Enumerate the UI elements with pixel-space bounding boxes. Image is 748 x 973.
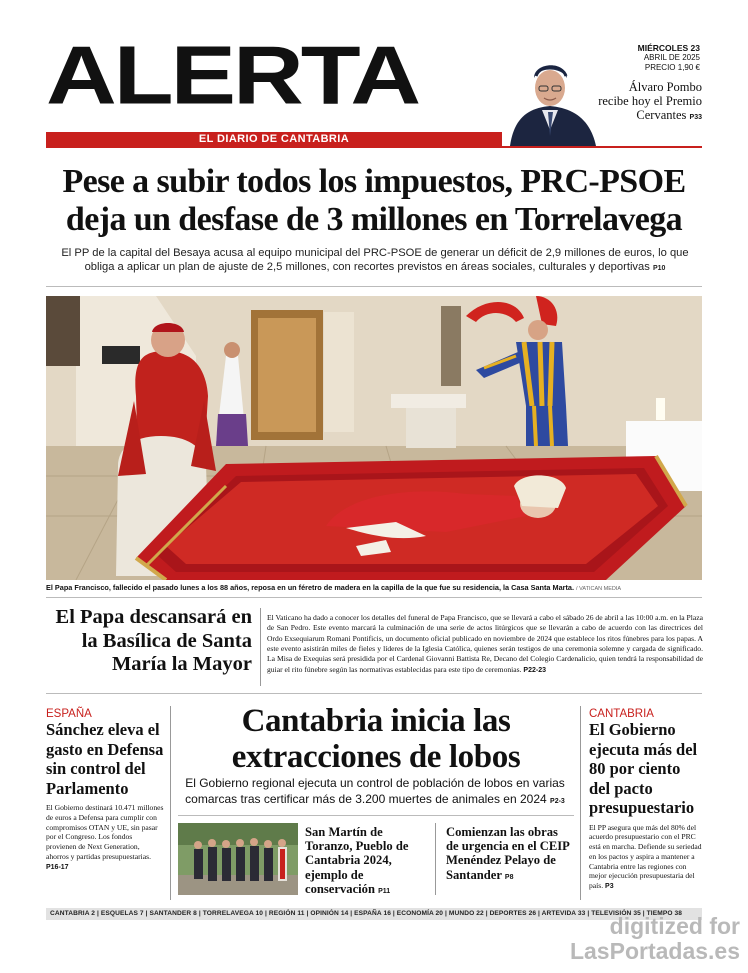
section-index: CANTABRIA 2 | ESQUELAS 7 | SANTANDER 8 | TORRELAVEGA 10 | REGIÓN 11 | OPINIÓN 14 | ESPAÑA 16 | ECONOMÍA 20 | MUNDO 22 | DEPORTES 26 | ARTEVIDA 33 | TELEVISIÓN 35 | TIEMPO 38 — [50, 910, 683, 917]
left-body — [46, 803, 164, 873]
lead-headline[interactable] — [20, 163, 728, 239]
section-divider — [46, 597, 702, 598]
center-headline[interactable]: Cantabria inicia las extracciones de lobos — [231, 703, 521, 775]
masthead-rule — [46, 146, 702, 148]
price: PRECIO 1,90 € — [644, 63, 700, 72]
right-column-story[interactable] — [589, 708, 703, 892]
lead-standfirst-text: El PP de la capital del Besaya acusa al equipo municipal del PRC-PSOE de generar un déficit de 2,9 millones de euros, lo que obliga a aplicar un plan de ajuste de 2,5 millones, con recortes previstos en áreas sociales, culturales y deportivas — [61, 247, 689, 273]
village-photo — [178, 823, 298, 895]
date-month-year: ABRIL DE 2025 — [643, 53, 700, 62]
section-divider — [46, 693, 702, 694]
main-photo — [46, 296, 702, 580]
masthead-subtitle: EL DIARIO DE CANTABRIA — [198, 133, 350, 145]
masthead-logo: ALERTA — [46, 28, 419, 122]
right-headline: El Gobierno ejecuta más del 80 por ciento del pacto presupuestario — [589, 720, 698, 817]
teaser-text: Álvaro Pombo recibe hoy el Premio Cervantes — [598, 80, 702, 122]
photo-credit: / VATICAN MEDIA — [576, 586, 622, 592]
date-weekday: MIÉRCOLES 23 — [637, 43, 700, 53]
watermark-line-2: LasPortadas.es — [569, 938, 740, 964]
teaser-portrait-image — [506, 48, 600, 146]
photo-caption-text: El Papa Francisco, fallecido el pasado lunes a los 88 años, reposa en un féretro de madera en la capilla de la que fue su residencia, la Casa Santa Marta. — [46, 583, 575, 592]
small-story-2-page-ref: P8 — [504, 873, 514, 881]
column-divider — [260, 608, 261, 686]
lead-headline-line-2: deja un desfase de 3 millones en Torrelavega — [65, 201, 683, 238]
left-headline: Sánchez eleva el gasto en Defensa sin control del Parlamento — [46, 720, 164, 798]
papa-headline[interactable]: El Papa descansará en la Basílica de Santa María la Mayor — [55, 606, 252, 675]
right-page-ref: P3 — [605, 883, 614, 891]
lead-standfirst — [58, 246, 692, 276]
small-story-1-headline: San Martín de Toranzo, Pueblo de Cantabria 2024, ejemplo de conservación — [305, 825, 409, 896]
dateline — [638, 43, 700, 73]
column-divider — [435, 823, 436, 895]
section-divider — [46, 286, 702, 287]
lead-headline-line-1: Pese a subir todos los impuestos, PRC-PSOE — [62, 163, 686, 200]
left-body-text: El Gobierno destinará 10.471 millones de euros a Defensa para cumplir con compromisos OTAN y UE, sin pasar por el Congreso. Los fondos provienen de Next Generation, ahorros y partidas presupuestarias. — [46, 803, 164, 861]
small-story-1[interactable] — [305, 825, 423, 899]
top-teaser[interactable] — [596, 80, 702, 125]
teaser-page-ref: P33 — [689, 114, 702, 121]
left-column-story[interactable] — [46, 708, 164, 873]
papa-body — [267, 613, 703, 676]
right-body — [589, 823, 703, 893]
center-standfirst — [182, 776, 568, 809]
column-divider — [580, 706, 581, 900]
watermark-line-1: digitized for — [609, 913, 740, 939]
watermark — [570, 914, 740, 964]
lead-page-ref: P10 — [652, 265, 666, 272]
papa-page-ref: P22-23 — [523, 666, 546, 674]
left-section-label: ESPAÑA — [46, 708, 92, 720]
masthead-subtitle-bar — [46, 132, 502, 147]
small-story-2-headline: Comienzan las obras de urgencia en el CEIP Menéndez Pelayo de Santander — [446, 825, 570, 882]
right-section-label: CANTABRIA — [589, 708, 654, 720]
left-page-ref: P16-17 — [46, 863, 69, 871]
center-page-ref: P2-3 — [550, 797, 565, 805]
small-story-1-page-ref: P11 — [378, 887, 391, 895]
center-standfirst-text: El Gobierno regional ejecuta un control de población de lobos en varias comarcas tras certificar más de 3.200 muertes de animales en 2024 — [185, 776, 565, 806]
small-story-2[interactable] — [446, 825, 570, 885]
section-divider — [178, 815, 574, 816]
column-divider — [170, 706, 171, 900]
photo-caption — [46, 583, 702, 594]
right-body-text: El PP asegura que más del 80% del acuerdo presupuestario con el PRC está en marcha. Defiende su seriedad en los pactos y aspira a mantener a Cantabria entre las regiones con mejor ejecución presupuestaria del país. — [589, 822, 702, 891]
papa-body-text: El Vaticano ha dado a conocer los detalles del funeral de Papa Francisco, que se llevará a cabo el sábado 26 de abril a las 10:00 a.m. en la Plaza de San Pedro. Este evento marcará la culminación de una serie de actos litúrgicos que se llevarán a cabo de acuerdo con las directrices del Ordo Exsequiarum Romani Pontificis, un documento oficial publicado en noviembre de 2024 que establece los ritos fúnebres para los papas. A este evento asistirán miles de fieles y líderes de la Iglesia Católica, quienes serán testigos de una ceremonia solemne y cargada de significado. La Misa de Exequias será presidida por el Cardenal Giovanni Battista Re, Decano del Colegio Cardenalicio, quien tendrá la responsabilidad de guiar el rito fúnebre según las normativas establecidas para este tipo de ceremonias. — [267, 613, 703, 674]
